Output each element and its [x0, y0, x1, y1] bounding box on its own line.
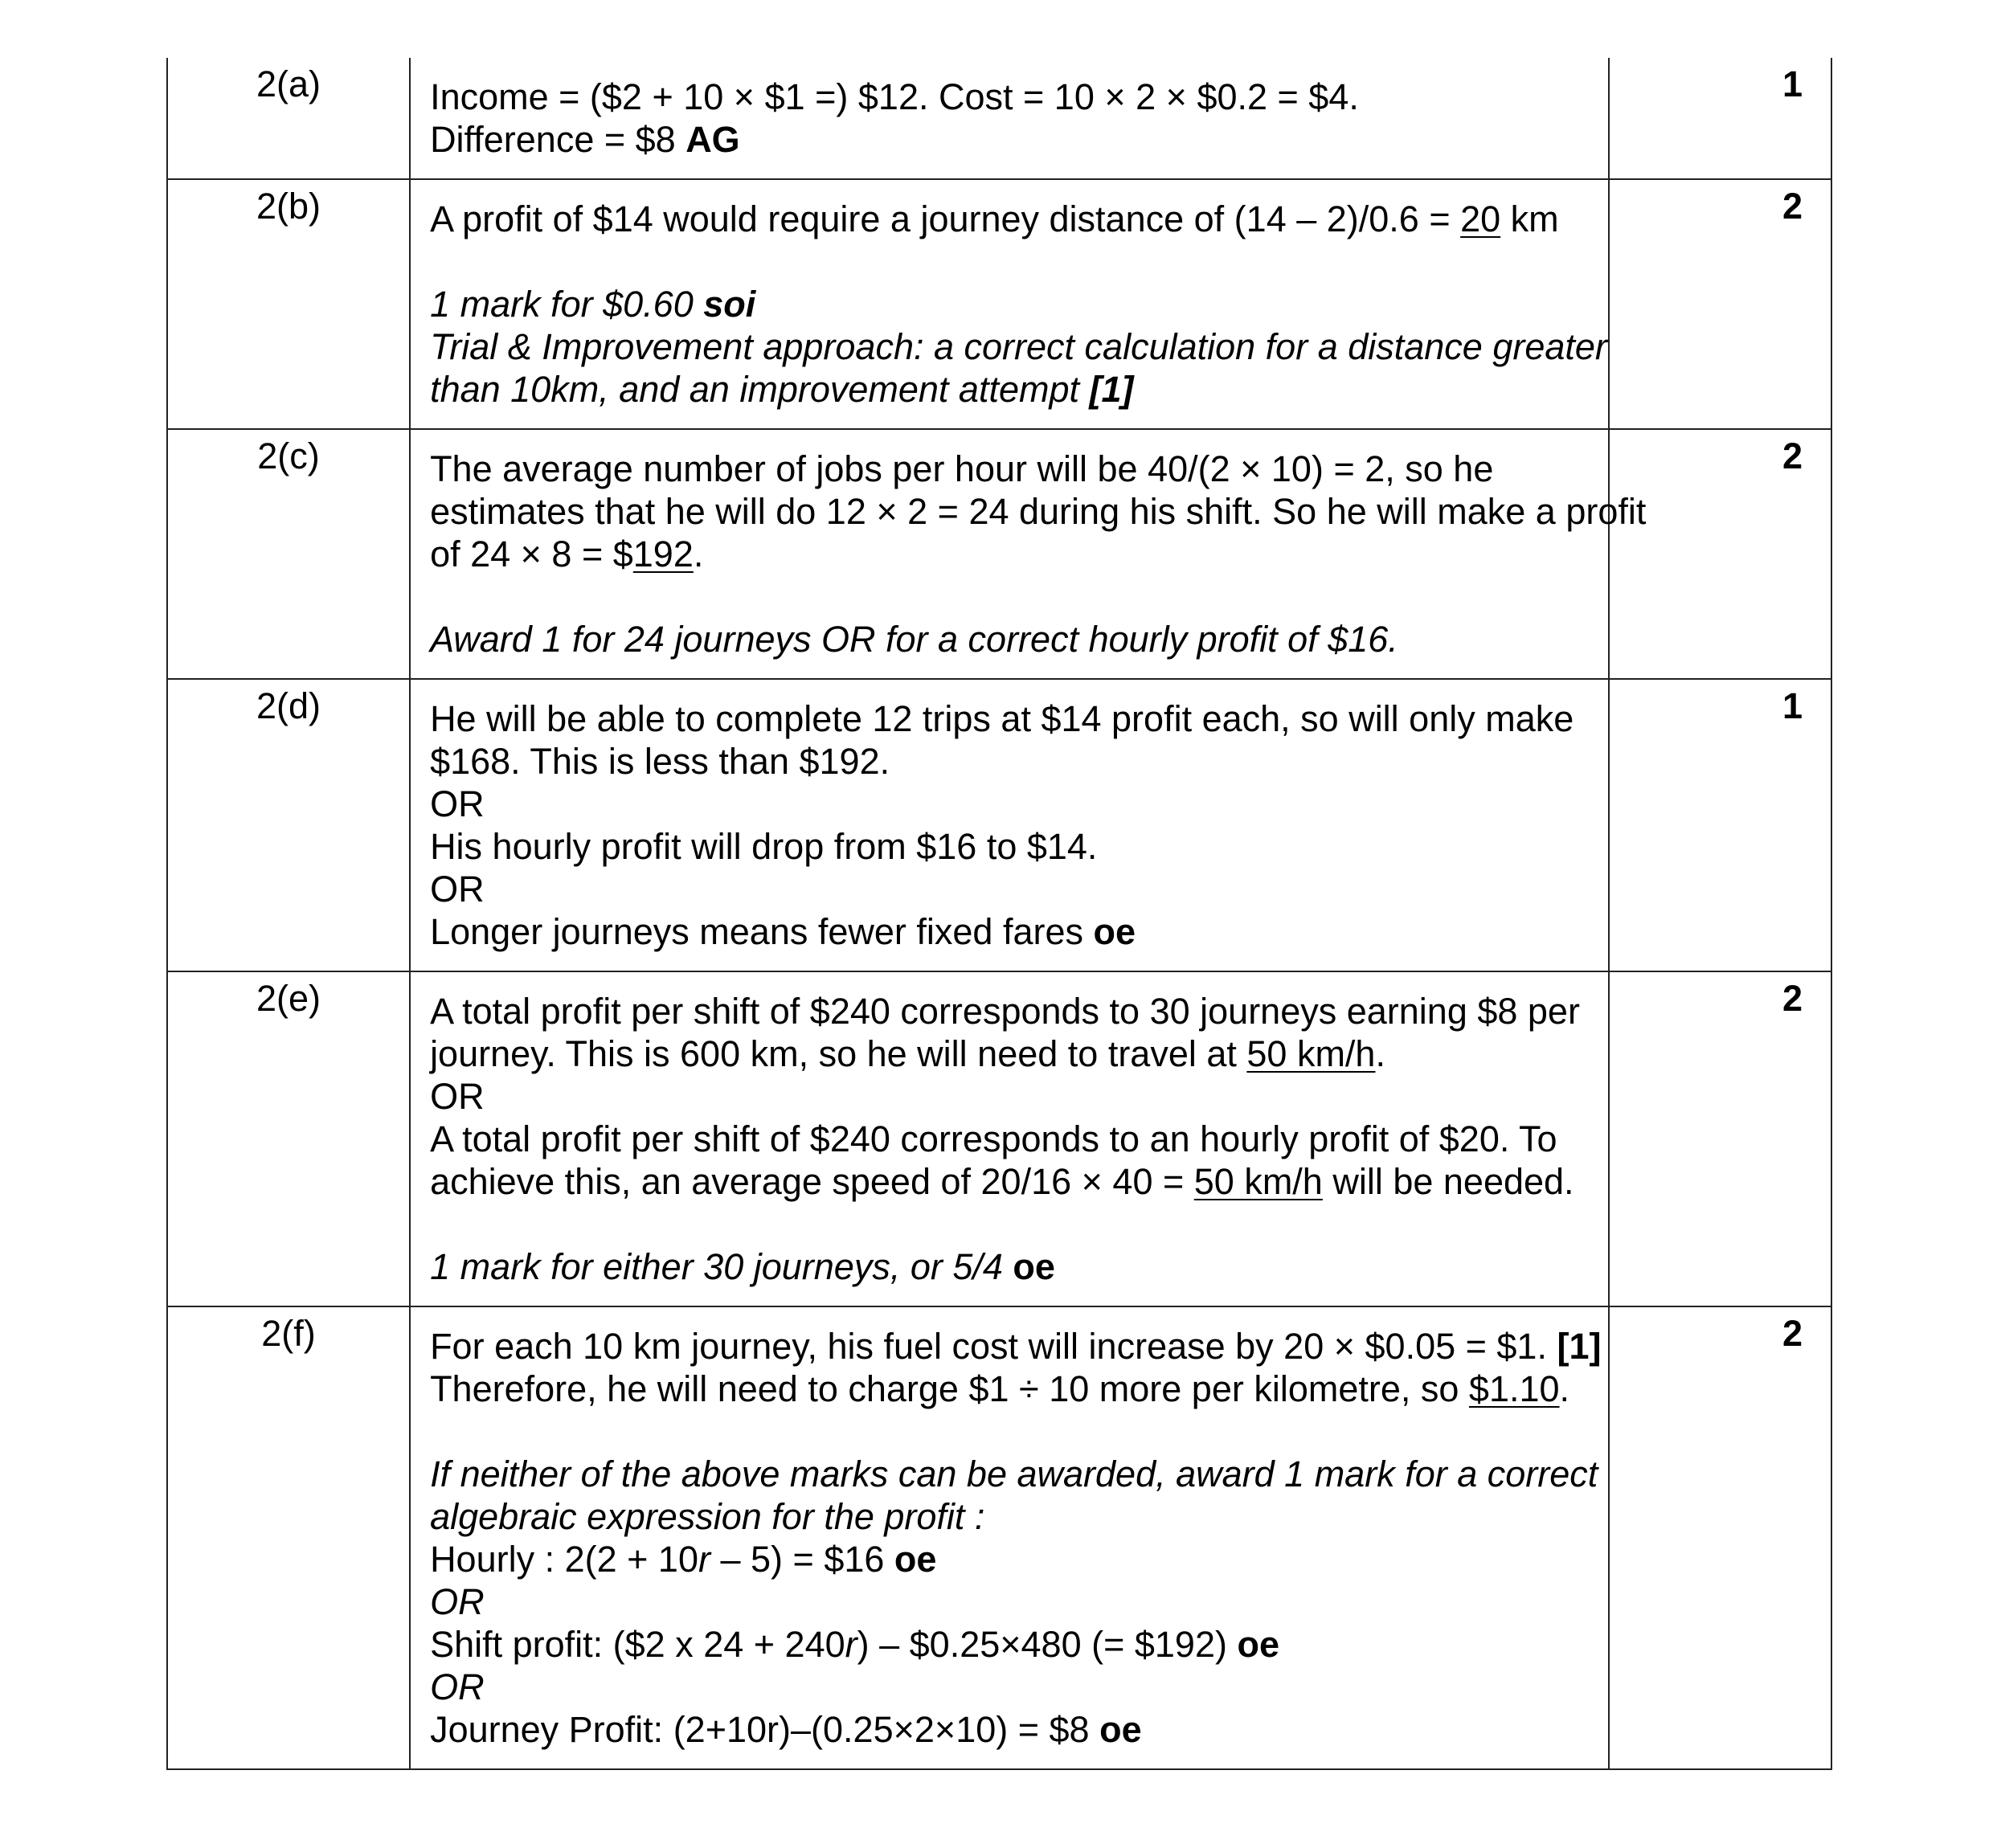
blank-line	[430, 575, 1592, 618]
answer-cell	[410, 1306, 1609, 1769]
answer-text: The average number of jobs per hour will be 40/(2 × 10) = 2, so he	[430, 448, 1494, 489]
answer-text: Hourly : 2(2 + 10	[430, 1539, 698, 1580]
marks-value: 2	[1609, 429, 1831, 679]
answer-text: For each 10 km journey, his fuel cost will increase by 20 × $0.05 = $1.	[430, 1326, 1557, 1367]
answer-line	[430, 990, 1592, 1032]
answer-text: km	[1500, 198, 1559, 239]
marks-value: 2	[1609, 179, 1831, 429]
answer-cell	[410, 679, 1609, 971]
question-number: 2(e)	[167, 971, 410, 1306]
answer-text: achieve this, an average speed of 20/16 × 40 =	[430, 1161, 1194, 1202]
answer-line	[430, 1666, 1592, 1708]
blank-line	[430, 1203, 1592, 1245]
answer-text: oe	[894, 1539, 937, 1580]
answer-line	[430, 490, 1647, 533]
answer-text: OR	[430, 1666, 485, 1707]
answer-text: OR	[430, 783, 485, 824]
answer-text: .	[1559, 1368, 1570, 1409]
answer-text: r	[845, 1624, 857, 1665]
answer-text: oe	[1013, 1246, 1055, 1287]
answer-line	[430, 118, 1592, 161]
answer-line	[430, 910, 1592, 953]
answer-line	[430, 368, 1592, 411]
answer-text: 1 mark for $0.60	[430, 284, 704, 325]
mark-scheme-body	[167, 58, 1831, 1769]
mark-scheme-row	[167, 58, 1831, 179]
answer-text: – 5) = $16	[710, 1539, 894, 1580]
answer-text: Longer journeys means fewer fixed fares	[430, 911, 1094, 952]
answer-cell	[410, 58, 1609, 179]
answer-line	[430, 533, 1592, 575]
answer-text: He will be able to complete 12 trips at $14 profit each, so will only make	[430, 698, 1574, 739]
answer-text: 192	[632, 534, 694, 574]
answer-line	[430, 1245, 1592, 1288]
answer-text: [1]	[1089, 369, 1134, 410]
answer-text: 50 km/h	[1246, 1033, 1376, 1074]
answer-text: estimates that he will do 12 × 2 = 24 during his shift. So he will make a profit	[430, 491, 1647, 532]
answer-text: His hourly profit will drop from $16 to $14.	[430, 826, 1098, 867]
question-number: 2(d)	[167, 679, 410, 971]
answer-line	[430, 740, 1592, 783]
answer-text: If neither of the above marks can be awarded, award 1 mark for a correct	[430, 1453, 1598, 1494]
answer-text: Trial & Improvement approach: a correct calculation for a distance greater	[430, 326, 1607, 367]
answer-line	[430, 868, 1592, 910]
mark-scheme-row	[167, 179, 1831, 429]
marks-value: 1	[1609, 58, 1831, 179]
mark-scheme-row	[167, 429, 1831, 679]
answer-text: oe	[1093, 911, 1136, 952]
question-number: 2(f)	[167, 1306, 410, 1769]
answer-text: will be needed.	[1322, 1161, 1574, 1202]
answer-text: $1.10	[1468, 1368, 1560, 1409]
answer-text: .	[693, 534, 704, 574]
mark-scheme-table	[166, 58, 1832, 1770]
answer-text: 20	[1460, 198, 1501, 239]
answer-line	[430, 618, 1592, 660]
answer-line	[430, 1453, 1598, 1495]
answer-text: 1 mark for either 30 journeys, or 5/4	[430, 1246, 1013, 1287]
marks-value: 2	[1609, 971, 1831, 1306]
answer-text: Shift profit: ($2 x 24 + 240	[430, 1624, 845, 1665]
answer-text: OR	[430, 1076, 485, 1117]
marks-value: 1	[1609, 679, 1831, 971]
answer-text: r	[698, 1539, 710, 1580]
answer-line	[430, 1708, 1592, 1751]
answer-text: oe	[1237, 1624, 1279, 1665]
answer-line	[430, 1368, 1592, 1410]
answer-text: OR	[430, 1581, 485, 1622]
answer-line	[430, 1118, 1592, 1160]
answer-text: Journey Profit: (2+10r)–(0.25×2×10) = $8	[430, 1709, 1100, 1750]
answer-line	[430, 198, 1592, 240]
blank-line	[430, 240, 1592, 283]
question-number: 2(b)	[167, 179, 410, 429]
answer-cell	[410, 429, 1647, 679]
answer-text: A total profit per shift of $240 corresponds to an hourly profit of $20. To	[430, 1118, 1557, 1159]
answer-text: OR	[430, 869, 485, 910]
question-number: 2(a)	[167, 58, 410, 179]
answer-text: oe	[1099, 1709, 1142, 1750]
answer-line	[430, 1325, 1602, 1368]
answer-text: [1]	[1557, 1326, 1602, 1367]
mark-scheme-row	[167, 1306, 1831, 1769]
answer-line	[430, 76, 1592, 118]
mark-scheme-row	[167, 971, 1831, 1306]
answer-line	[430, 1160, 1592, 1203]
answer-cell	[410, 179, 1609, 429]
answer-line	[430, 448, 1592, 490]
answer-line	[430, 325, 1607, 368]
answer-text: A total profit per shift of $240 corresponds to 30 journeys earning $8 per	[430, 991, 1580, 1032]
answer-text: Therefore, he will need to charge $1 ÷ 10 more per kilometre, so	[430, 1368, 1469, 1409]
answer-text: A profit of $14 would require a journey distance of (14 – 2)/0.6 =	[430, 198, 1461, 239]
answer-line	[430, 1580, 1592, 1623]
answer-text: Difference = $8	[430, 119, 686, 160]
blank-line	[430, 1410, 1592, 1453]
answer-line	[430, 1495, 1592, 1538]
answer-text: .	[1375, 1033, 1385, 1074]
answer-line	[430, 1075, 1592, 1118]
answer-text: 50 km/h	[1193, 1161, 1323, 1202]
answer-line	[430, 825, 1592, 868]
marks-value: 2	[1609, 1306, 1831, 1769]
answer-text: of 24 × 8 = $	[430, 534, 633, 574]
answer-text: Income = ($2 + 10 × $1 =) $12. Cost = 10 × 2 × $0.2 = $4.	[430, 76, 1359, 117]
answer-text: than 10km, and an improvement attempt	[430, 369, 1090, 410]
answer-text: $168. This is less than $192.	[430, 741, 890, 782]
answer-line	[430, 697, 1592, 740]
answer-line	[430, 283, 1592, 325]
answer-text: soi	[703, 284, 756, 325]
answer-line	[430, 1032, 1592, 1075]
answer-cell	[410, 971, 1609, 1306]
answer-line	[430, 1538, 1592, 1580]
question-number: 2(c)	[167, 429, 410, 679]
answer-text: journey. This is 600 km, so he will need to travel at	[430, 1033, 1247, 1074]
answer-line	[430, 783, 1592, 825]
answer-text: algebraic expression for the profit :	[430, 1496, 985, 1537]
mark-scheme-row	[167, 679, 1831, 971]
answer-text: AG	[685, 119, 740, 160]
answer-line	[430, 1623, 1592, 1666]
answer-text: ) – $0.25×480 (= $192)	[857, 1624, 1238, 1665]
answer-text: Award 1 for 24 journeys OR for a correct hourly profit of $16.	[430, 619, 1398, 660]
